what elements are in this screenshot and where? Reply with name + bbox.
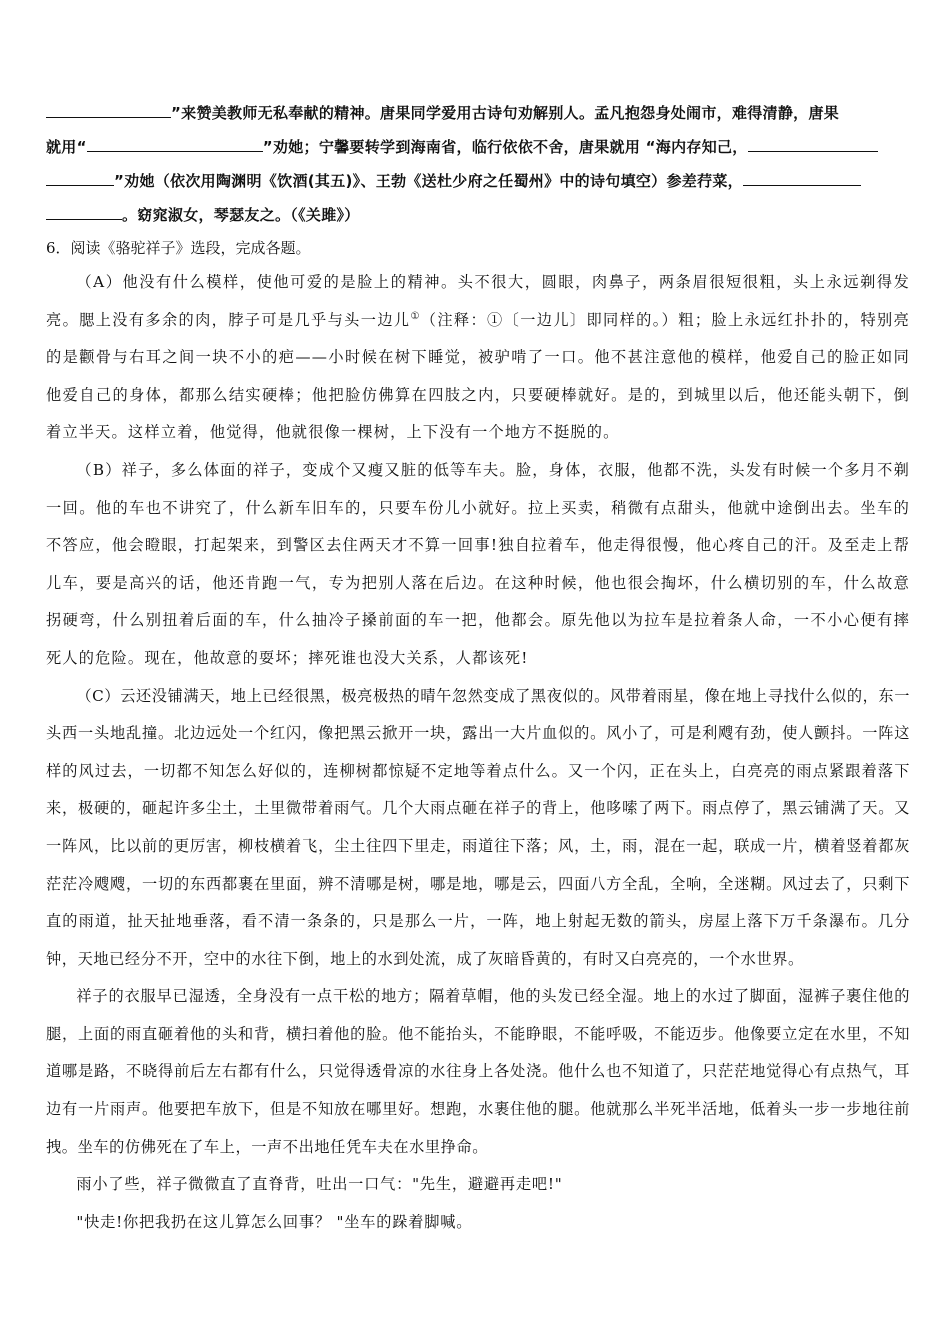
fill-line-3: ”劝她（依次用陶渊明《饮酒(其五)》、王勃《送杜少府之任蜀州》中的诗句填空）参差荇菜，: [46, 164, 910, 198]
dialogue-line-1: 雨小了些，祥子微微直了直脊背，吐出一口气："先生，避避再走吧!": [76, 1175, 563, 1194]
footnote-marker: ①: [410, 310, 421, 322]
fill-line-1: ”来赞美教师无私奉献的精神。唐果同学爱用古诗句劝解别人。孟凡抱怨身处闹市，难得清静，唐果: [46, 96, 910, 130]
passage-d: 祥子的衣服早已湿透，全身没有一点干松的地方；隔着草帽，他的头发已经全湿。地上的水过了脚面，湿裤子裹住他的腿，上面的雨直砸着他的头和背，横扫着他的脸。他不能抬头，不能睁眼，不能呼吸，不能迈步。他像要立定在水里，不知道哪是路，不晓得前后左右都有什么，只觉得透骨凉的水往身上各处浇。他什么也不知道了，只茫茫地觉得心有点热气，耳边有一片雨声。他要把车放下，但是不知放在哪里好。想跑，水裹住他的腿。他就那么半死半活地，低着头一步一步地往前拽。坐车的仿佛死在了车上，一声不出地任凭车夫在水里挣命。: [46, 987, 910, 1156]
answer-blank[interactable]: [46, 103, 171, 118]
question-title: 6．阅读《骆驼祥子》选段，完成各题。: [46, 239, 311, 257]
answer-blank[interactable]: [46, 205, 122, 220]
fill-in-blank-block: [46, 96, 910, 232]
fill-line-4: 。窈窕淑女，琴瑟友之。（《关雎》）: [46, 198, 910, 232]
passage-a: （A）他没有什么模样，使他可爱的是脸上的精神。头不很大，圆眼，肉鼻子，两条眉很短很粗，头上永远剃得发亮。腮上没有多余的肉，脖子可是几乎与头一边儿①（注释：①〔一边儿〕即同样的。）粗；脸上永远红扑扑的，特别亮的是颧骨与右耳之间一块不小的疤——小时候在树下睡觉，被驴啃了一口。他不甚注意他的模样，他爱自己的脸正如同他爱自己的身体，都那么结实硬棒；他把脸仿佛算在四肢之内，只要硬棒就好。是的，到城里以后，他还能头朝下，倒着立半天。这样立着，他觉得，他就很像一棵树，上下没有一个地方不挺脱的。: [46, 273, 910, 442]
answer-blank[interactable]: [748, 137, 878, 152]
answer-blank[interactable]: [743, 171, 861, 186]
answer-blank[interactable]: [46, 171, 114, 186]
document-page: [46, 96, 910, 1241]
dialogue-line-2: "快走!你把我扔在这儿算怎么回事？ "坐车的跺着脚喊。: [76, 1212, 473, 1231]
answer-blank[interactable]: [87, 137, 263, 152]
passage-c: （C）云还没铺满天，地上已经很黑，极亮极热的晴午忽然变成了黑夜似的。风带着雨星，像在地上寻找什么似的，东一头西一头地乱撞。北边远处一个红闪，像把黑云掀开一块，露出一大片血似的。风小了，可是利飕有劲，使人颤抖。一阵这样的风过去，一切都不知怎么好似的，连柳树都惊疑不定地等着点什么。又一个闪，正在头上，白亮亮的雨点紧跟着落下来，极硬的，砸起许多尘土，土里微带着雨气。几个大雨点砸在祥子的背上，他哆嗦了两下。雨点停了，黑云铺满了天。又一阵风，比以前的更厉害，柳枝横着飞，尘土往四下里走，雨道往下落；风，土，雨，混在一起，联成一片，横着竖着都灰茫茫冷飕飕，一切的东西都裹在里面，辨不清哪是树，哪是地，哪是云，四面八方全乱，全响，全迷糊。风过去了，只剩下直的雨道，扯天扯地垂落，看不清一条条的，只是那么一片，一阵，地上射起无数的箭头，房屋上落下万千条瀑布。几分钟，天地已经分不开，空中的水往下倒，地上的水到处流，成了灰暗昏黄的，有时又白亮亮的，一个水世界。: [46, 686, 910, 968]
passage-b: （B）祥子，多么体面的祥子，变成个又瘦又脏的低等车夫。脸，身体，衣服，他都不洗，头发有时候一个多月不剃一回。他的车也不讲究了，什么新车旧车的，只要车份儿小就好。拉上买卖，稍微有点甜头，他就中途倒出去。坐车的不答应，他会瞪眼，打起架来，到警区去住两天才不算一回事!独自拉着车，他走得很慢，他心疼自己的汗。及至走上帮儿车，要是高兴的话，他还肯跑一气，专为把别人落在后边。在这种时候，他也很会掏坏，什么横切别的车，什么故意拐硬弯，什么别扭着后面的车，什么抽冷子搡前面的车一把，他都会。原先他以为拉车是拉着条人命，一不小心便有摔死人的危险。现在，他故意的耍坏；摔死谁也没大关系，人都该死!: [46, 460, 910, 667]
fill-line-2: 就用“ ”劝她；宁馨要转学到海南省，临行依依不舍，唐果就用 “海内存知己，: [46, 130, 910, 164]
